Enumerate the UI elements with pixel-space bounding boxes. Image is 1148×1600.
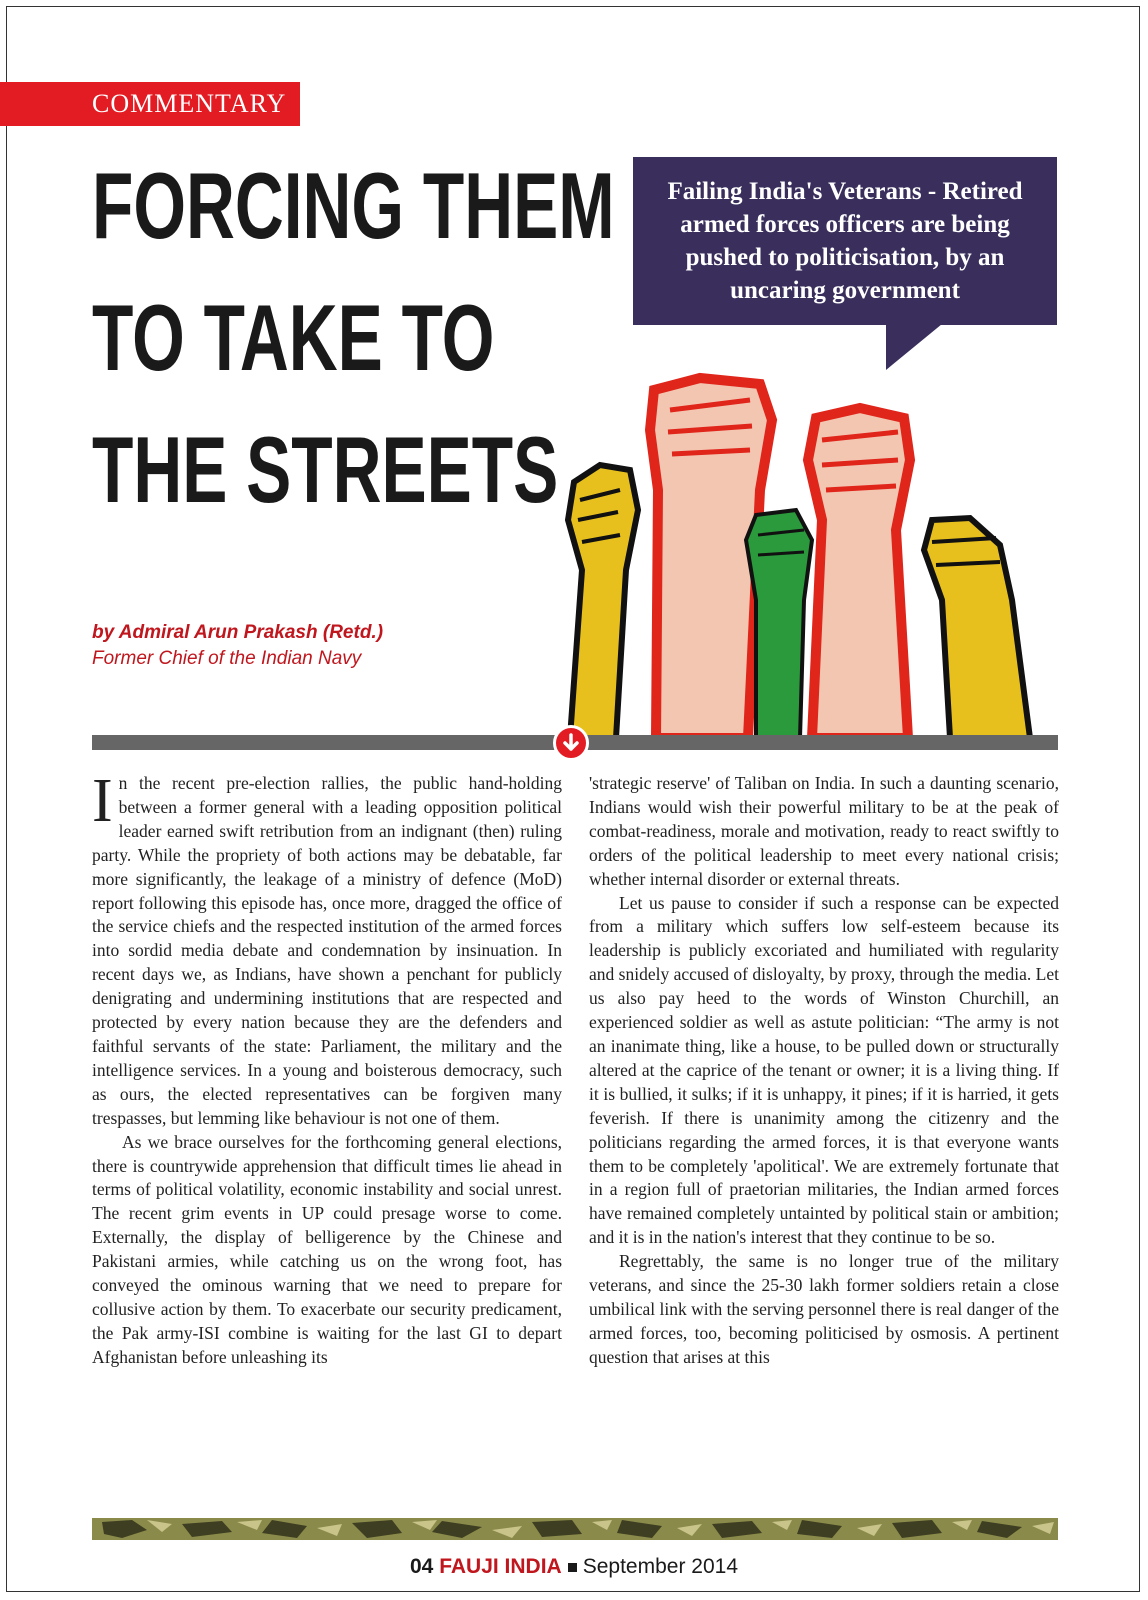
paragraph: 'strategic reserve' of Taliban on India. In such a daunting scenario, Indians would wish their powerful military to be at the peak of combat-readiness, morale and motivation, ready to react swiftly to orders of the political leadership to meet every national crisis; whether internal disorder or external threats. <box>589 773 1059 889</box>
headline-line-1: FORCING THEM <box>92 153 615 258</box>
section-tag <box>0 82 300 126</box>
callout-tail <box>886 324 942 370</box>
yellow-fist-left <box>568 465 638 738</box>
magazine-name: FAUJI INDIA <box>439 1555 562 1578</box>
headline-line-3: THE STREETS <box>92 417 559 522</box>
paragraph: Regrettably, the same is no longer true of the military veterans, and since the 25-30 lakh former soldiers retain a close umbilical link with the serving personnel there is real danger of the armed forces, too, becoming politicised by osmosis. A pertinent question that arises at this <box>589 1251 1059 1367</box>
callout-bubble <box>633 157 1057 325</box>
headline-line-2: TO TAKE TO <box>92 285 495 390</box>
paragraph-text: n the recent pre-election rallies, the public hand-holding between a former general with a leading opposition political leader earned swift retribution from an indignant (then) ruling party. While the propriety of both actions may be debatable, far more significantly, the leakage of a ministry of defence (MoD) report following this episode has, once more, dragged the office of the service chiefs and the respected institution of the armed forces into sordid media debate and condemnation by insinuation. In recent days we, as Indians, have shown a penchant for publicly denigrating and undermining institutions that are respected and protected by every nation because they are the defenders and faithful servants of the state: Parliament, the military and the intelligence services. In a young and boisterous democracy, such as ours, the elected representatives can be forgiven many trespasses, but lemming like behaviour is not one of them. <box>92 773 562 1128</box>
author-title: Former Chief of the Indian Navy <box>92 648 362 669</box>
paragraph: As we brace ourselves for the forthcoming general elections, there is countrywide apprehension that difficult times lie ahead in terms of political volatility, economic instability and social unrest. The recent grim events in UP could presage worse to come. Externally, the display of belligerence by the Chinese and Pakistani armies, while catching us on the wrong foot, has conveyed the ominous warning that we need to prepare for collusive action by them. To exacerbate our security predicament, the Pak army-ISI combine is waiting for the last GI to depart Afghanistan before unleashing its <box>92 1131 562 1367</box>
square-icon <box>568 1563 577 1572</box>
green-fist <box>746 510 812 738</box>
byline <box>92 620 383 672</box>
section-tag-label: COMMENTARY <box>92 89 287 118</box>
camouflage-band <box>92 1518 1058 1540</box>
page-number: 04 <box>410 1555 434 1578</box>
paragraph <box>92 767 562 1131</box>
article-column-1 <box>92 767 562 1370</box>
article-column-2 <box>589 772 1059 1370</box>
yellow-fist-right <box>924 518 1030 738</box>
raised-fists-icon <box>560 370 1060 738</box>
drop-cap: I <box>92 767 113 835</box>
headline <box>92 140 632 536</box>
author-name: by Admiral Arun Prakash (Retd.) <box>92 622 384 643</box>
down-arrow-icon <box>553 725 589 761</box>
red-fist-right <box>808 408 910 738</box>
page-footer <box>0 1555 1148 1579</box>
issue-date: September 2014 <box>582 1555 738 1578</box>
paragraph: Let us pause to consider if such a response can be expected from a military which suffers low self-esteem because its leadership is publicly excoriated and humiliated with regularity and snidely accused of disloyalty, by proxy, through the media. Let us also pay heed to the words of Winston Churchill, an experienced soldier as well as astute politician: “The army is not an inanimate thing, like a house, to be pulled down or structurally altered at the caprice of the tenant or owner; it is a living thing. If it is bullied, it sulks; if it is unhappy, it pines; if it is harried, it gets feverish. If there is unanimity among the citizenry and the politicians regarding the armed forces, it is that everyone wants them to be completely 'apolitical'. We are extremely fortunate that in a region full of praetorian militaries, the Indian armed forces have remained completely untainted by political stain or ambition; and it is in the nation's interest that they continue to be so. <box>589 892 1059 1248</box>
callout-text: Failing India's Veterans - Retired armed forces officers are being pushed to politicisation, by an uncaring government <box>667 178 1023 304</box>
